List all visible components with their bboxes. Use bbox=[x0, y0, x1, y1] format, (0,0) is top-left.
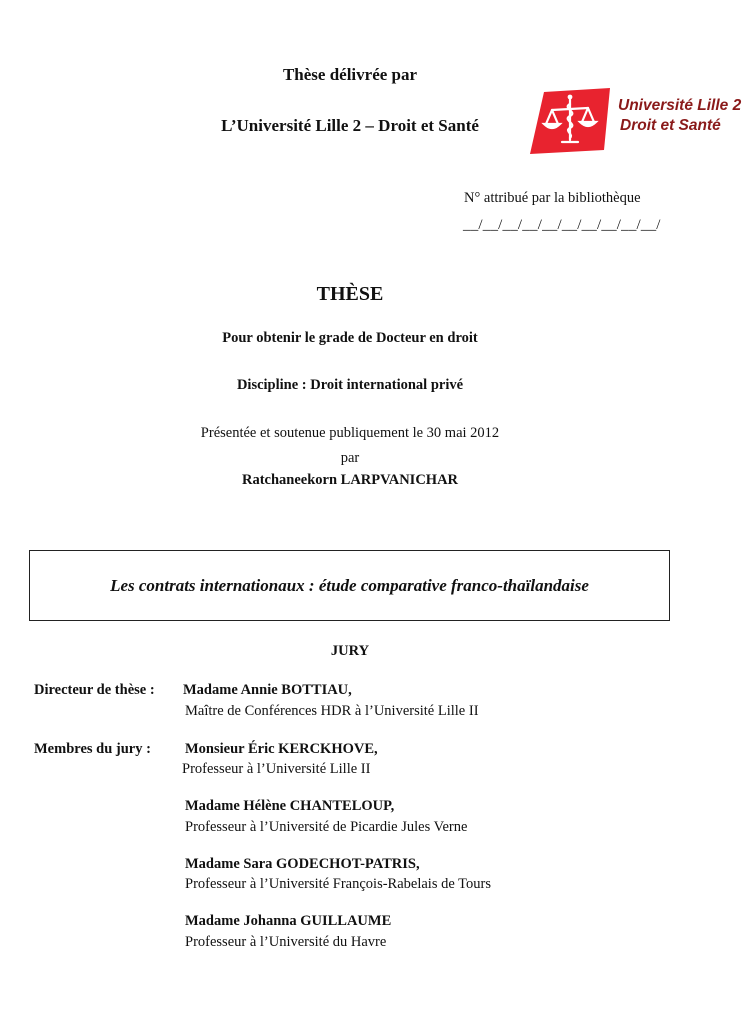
jury-member-role: Professeur à l’Université François-Rabelais de Tours bbox=[185, 876, 491, 892]
thesis-discipline: Discipline : Droit international privé bbox=[236, 377, 464, 393]
director-role: Maître de Conférences HDR à l’Université Lille II bbox=[185, 703, 479, 719]
director-label: Directeur de thèse : bbox=[34, 682, 155, 698]
scales-of-justice-caduceus-icon bbox=[530, 88, 612, 154]
members-label: Membres du jury : bbox=[34, 741, 151, 757]
jury-member-role: Professeur à l’Université Lille II bbox=[182, 761, 371, 777]
logo-text-line-1: Université Lille 2 bbox=[618, 97, 742, 114]
library-number-slots: __/__/__/__/__/__/__/__/__/__/ bbox=[463, 217, 661, 233]
director-name: Madame Annie BOTTIAU, bbox=[183, 682, 352, 698]
logo-text-line-2: Droit et Santé bbox=[620, 117, 721, 134]
jury-member-role: Professeur à l’Université du Havre bbox=[185, 934, 387, 950]
jury-member-name: Madame Hélène CHANTELOUP, bbox=[185, 798, 395, 814]
thesis-title: Les contrats internationaux : étude comparative franco-thaïlandaise bbox=[110, 576, 589, 595]
jury-member-name: Monsieur Éric KERCKHOVE, bbox=[185, 741, 378, 757]
jury-member-role: Professeur à l’Université de Picardie Jules Verne bbox=[185, 819, 468, 835]
library-number-label: N° attribué par la bibliothèque bbox=[464, 190, 641, 206]
logo-wordmark bbox=[618, 96, 741, 136]
jury-heading: JURY bbox=[330, 643, 370, 659]
thesis-by: par bbox=[340, 450, 360, 466]
header-line-2: L’Université Lille 2 – Droit et Santé bbox=[221, 116, 479, 135]
jury-member-name: Madame Sara GODECHOT-PATRIS, bbox=[185, 856, 420, 872]
header-line-1: Thèse délivrée par bbox=[282, 65, 418, 84]
jury-member-name: Madame Johanna GUILLAUME bbox=[185, 913, 392, 929]
thesis-presentation-date: Présentée et soutenue publiquement le 30 mai 2012 bbox=[200, 425, 500, 441]
thesis-title-box bbox=[29, 550, 670, 621]
thesis-heading: THÈSE bbox=[316, 283, 384, 305]
thesis-grade: Pour obtenir le grade de Docteur en droit bbox=[222, 330, 478, 346]
university-logo bbox=[530, 88, 745, 154]
thesis-author: Ratchaneekorn LARPVANICHAR bbox=[241, 472, 459, 488]
